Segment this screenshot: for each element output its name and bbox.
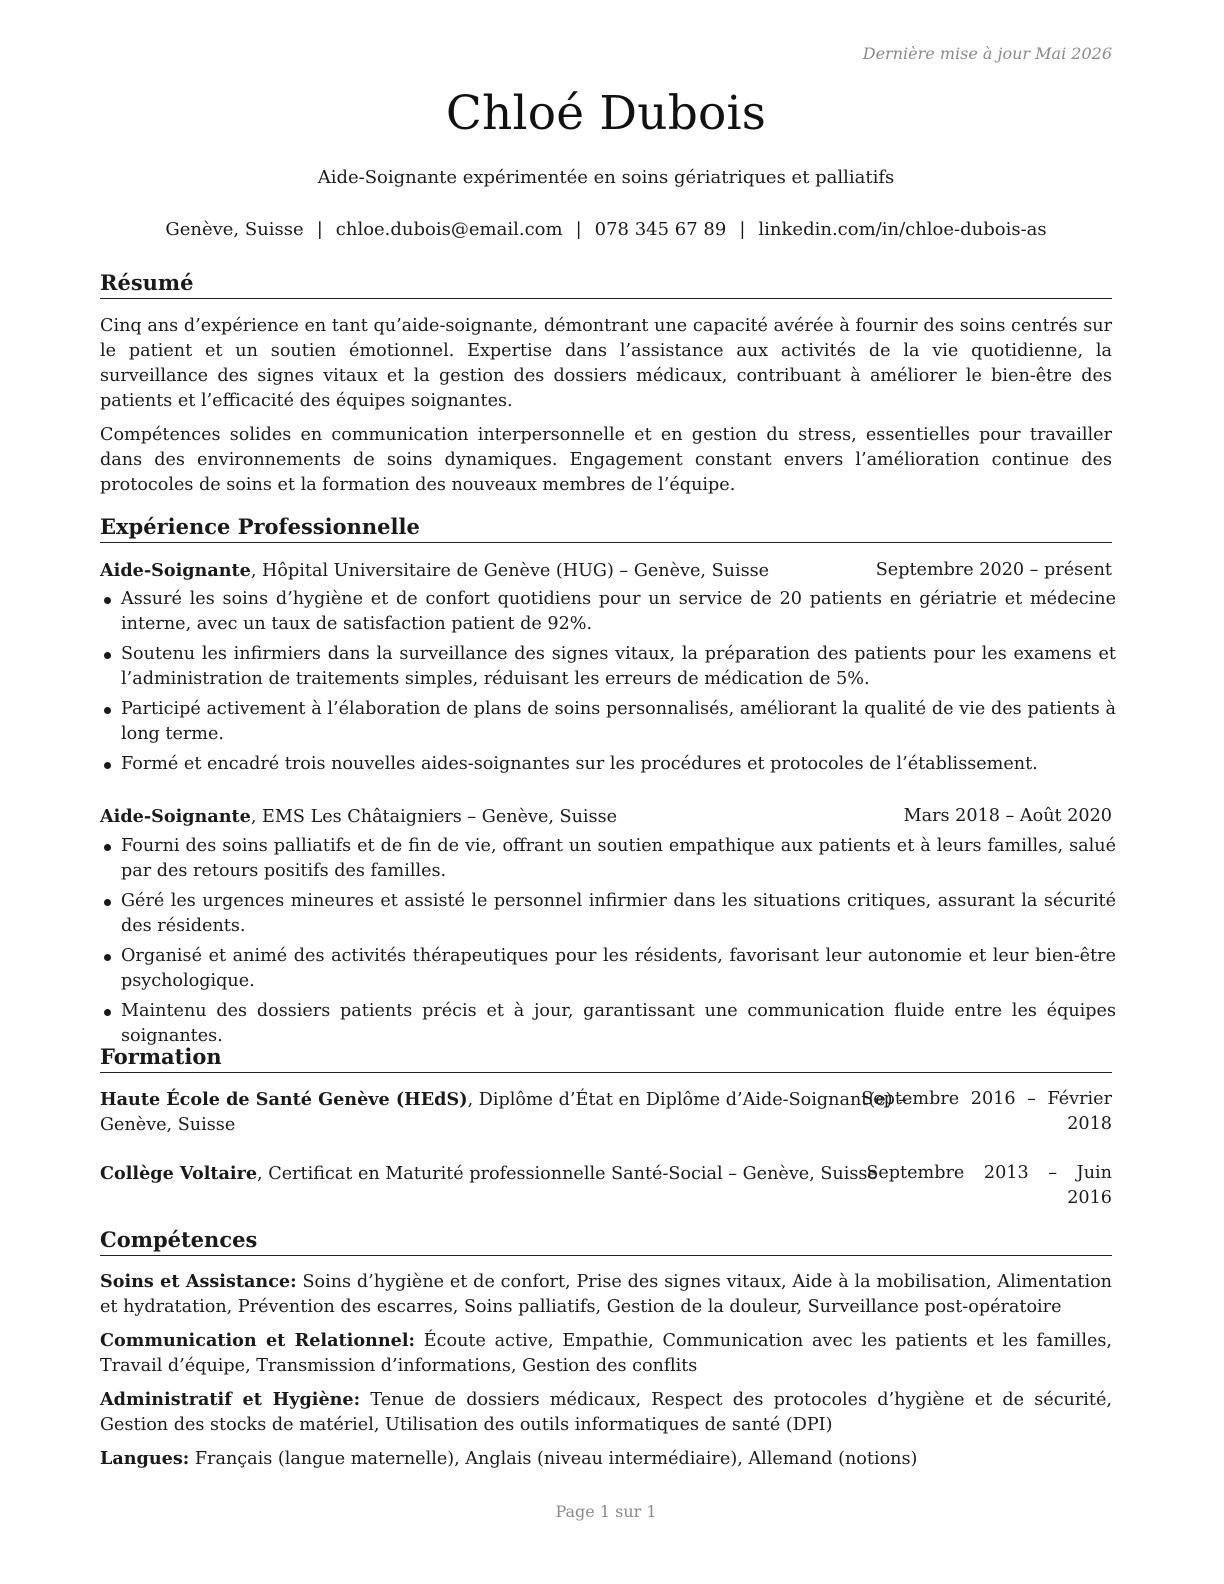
skill-group-text: Écoute active, Empathie, Communication avec les patients et les familles, Travail d’équipe, Transmission d’informations, Gestion des conflits [100,1331,1112,1376]
skill-group-label: Administratif et Hygiène: [100,1389,361,1410]
list-item: Participé activement à l’élaboration de plans de soins personnalisés, améliorant la qualité de vie des patients à long terme. [100,697,1116,747]
job-role: Aide-Soignante [100,806,251,827]
skill-group-text: Soins d’hygiène et de confort, Prise des signes vitaux, Aide à la mobilisation, Alimentation et hydratation, Prévention des escarres, Soins palliatifs, Gestion de la douleur, Surveillance post-opératoire [100,1272,1112,1317]
resume-page [100,0,1116,1584]
skill-group-label: Langues: [100,1448,190,1469]
contact-line [100,219,1112,240]
education-dates-line: Septembre 2013 – Juin [866,1163,1112,1183]
job-organization: , EMS Les Châtaigniers – Genève, Suisse [250,807,618,827]
contact-phone[interactable]: 078 345 67 89 [594,219,727,240]
skill-group-label: Communication et Relationnel: [100,1330,416,1351]
education-school: Haute École de Santé Genève (HEdS) [100,1089,468,1110]
contact-separator: | [739,219,746,240]
contact-email[interactable]: chloe.dubois@email.com [335,219,563,240]
education-dates-line: Septembre 2016 – Février [861,1089,1112,1109]
job-bullets [100,834,1116,1054]
education-dates-line: 2016 [1067,1188,1112,1208]
education-detail [100,1161,878,1187]
education-detail [100,1087,907,1138]
education-degree: , Diplôme d’État en Diplôme d’Aide-Soignant(e) – [467,1090,907,1110]
list-item: Organisé et animé des activités thérapeutiques pour les résidents, favorisant leur autonomie et leur bien-être psychologique. [100,944,1116,994]
list-item: Formé et encadré trois nouvelles aides-soignantes sur les procédures et protocoles de l’établissement. [100,752,1116,777]
skill-group [100,1269,1112,1320]
contact-separator: | [575,219,582,240]
section-title-experience: Expérience Professionnelle [100,514,1112,543]
list-item: Maintenu des dossiers patients précis et à jour, garantissant une communication fluide entre les équipes soignantes. [100,999,1116,1049]
skill-group [100,1328,1112,1379]
skill-group [100,1387,1112,1438]
list-item: Soutenu les infirmiers dans la surveillance des signes vitaux, la préparation des patients pour les examens et l’administration de traitements simples, réduisant les erreurs de médication de 5%. [100,642,1116,692]
section-title-education: Formation [100,1044,1112,1073]
list-item: Assuré les soins d’hygiène et de confort quotidiens pour un service de 20 patients en gériatrie et médecine interne, avec un taux de satisfaction patient de 92%. [100,587,1116,637]
candidate-name: Chloé Dubois [445,86,767,141]
education-dates-line: 2018 [1067,1114,1112,1134]
job-dates: Septembre 2020 – présent [875,560,1112,580]
contact-linkedin[interactable]: linkedin.com/in/chloe-dubois-as [758,219,1047,240]
contact-separator: | [316,219,323,240]
skill-group-text: Tenue de dossiers médicaux, Respect des protocoles d’hygiène et de sécurité, Gestion des stocks de matériel, Utilisation des outils informatiques de santé (DPI) [100,1390,1112,1435]
tagline: Aide-Soignante expérimentée en soins gériatriques et palliatifs [317,167,895,188]
section-title-summary: Résumé [100,270,1112,299]
education-school: Collège Voltaire [100,1163,258,1184]
skill-group [100,1446,1112,1472]
list-item: Fourni des soins palliatifs et de fin de vie, offrant un soutien empathique aux patients et à leurs familles, salué par des retours positifs des familles. [100,834,1116,884]
education-degree: , Certificat en Maturité professionnelle Santé-Social – Genève, Suisse [257,1164,878,1184]
job-header [100,804,1112,830]
job-header [100,558,1112,584]
contact-location: Genève, Suisse [165,219,304,240]
list-item: Géré les urgences mineures et assisté le personnel infirmier dans les situations critiques, assurant la sécurité des résidents. [100,889,1116,939]
summary-paragraph: Cinq ans d’expérience en tant qu’aide-soignante, démontrant une capacité avérée à fournir des soins centrés sur le patient et un soutien émotionnel. Expertise dans l’assistance aux activités de la vie quotidienne, la surveillance des signes vitaux et la gestion des dossiers médicaux, contribuant à améliorer le bien-être des patients et l’efficacité des équipes soignantes. [100,316,1112,411]
skill-group-text: Français (langue maternelle), Anglais (niveau intermédiaire), Allemand (notions) [189,1449,918,1469]
education-dates [866,1161,1112,1211]
skill-group-label: Soins et Assistance: [100,1271,297,1292]
education-entry [100,1087,1112,1137]
section-title-skills: Compétences [100,1227,1112,1256]
job-role: Aide-Soignante [100,560,251,581]
education-dates [861,1087,1112,1137]
page-number: Page 1 sur 1 [555,1502,657,1521]
last-updated: Dernière mise à jour Mai 2026 [862,44,1112,63]
job-bullets [100,587,1116,782]
summary-paragraph: Compétences solides en communication interpersonnelle et en gestion du stress, essentielles pour travailler dans des environnements de soins dynamiques. Engagement constant envers l’amélioration continue des protocoles de soins et la formation des nouveaux membres de l’équipe. [100,425,1112,495]
education-location: Genève, Suisse [100,1115,236,1135]
job-dates: Mars 2018 – Août 2020 [903,806,1112,826]
job-organization: , Hôpital Universitaire de Genève (HUG) – Genève, Suisse [250,561,770,581]
education-entry [100,1161,1112,1211]
